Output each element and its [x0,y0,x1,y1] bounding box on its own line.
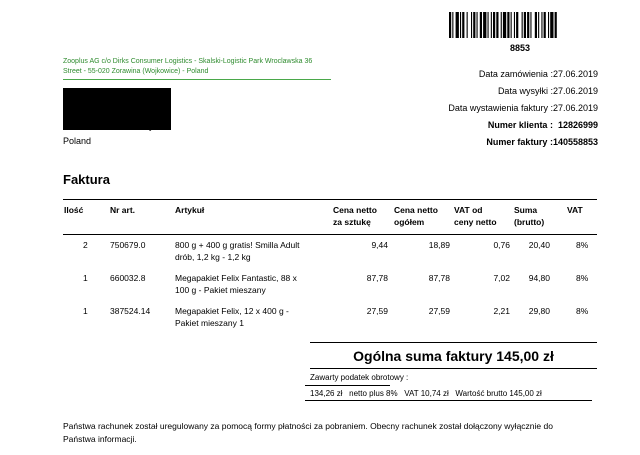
row-2-cena: 87,78 [366,273,388,283]
info-value: 27.06.2019 [552,103,598,113]
barcode-bar [460,12,461,38]
barcode-bar [477,12,478,38]
info-value: 12826999 [557,120,598,130]
sender-divider [63,79,331,80]
header-line: ogółem [394,217,425,227]
info-label: Data wysyłki : [497,86,553,96]
info-label: Data wystawienia faktury : [448,103,553,113]
info-row-order-date [298,66,598,83]
header-nr: Nr art. [110,205,136,215]
row-1-suma: 20,40 [528,240,550,250]
row-3-vatod: 2,21 [493,306,510,316]
sender-line-2: Street - 55-020 Zorawina (Wojkowice) - Poland [63,68,209,75]
row-1-vatod: 0,76 [493,240,510,250]
row-3-vat: 8% [576,306,589,316]
row-2-qty: 1 [83,273,88,283]
barcode-bar [555,12,557,38]
row-1-qty: 2 [83,240,88,250]
row-3-suma: 29,80 [528,306,550,316]
note-line: Państwa rachunek został uregulowany za pomocą formy płatności za pobraniem. Obecny rachunek został dołączony wyłącznie do [63,421,553,431]
barcode-bar [535,12,537,38]
header-line: za sztukę [333,217,371,227]
art-line: Pakiet mieszany 1 [175,318,244,328]
row-3-qty: 1 [83,306,88,316]
row-1-nr: 750679.0 [110,240,146,250]
header-line: (brutto) [514,217,545,227]
barcode-bar [522,12,523,38]
info-value: 27.06.2019 [552,86,598,96]
info-row-ship-date [298,83,598,100]
row-3-nr: 387524.14 [110,306,151,316]
barcode-graphic [449,12,591,38]
sender-address [63,57,331,77]
info-value: 27.06.2019 [552,69,598,79]
row-2-nr: 660032.8 [110,273,146,283]
header-cena-ogolem [394,204,438,228]
barcode-bar [483,12,486,38]
sender-line-1: Zooplus AG c/o Dirks Consumer Logistics - Skalski-Logistic Park Wroclawska 36 [63,58,313,65]
barcode-bar [527,12,529,38]
row-1-vat: 8% [576,240,589,250]
barcode-bar [544,12,546,38]
row-2-ogolem: 87,78 [428,273,450,283]
header-artykul: Artykuł [175,205,205,215]
header-suma [514,204,544,228]
row-1-artykul [175,239,330,263]
art-line: Megapakiet Felix, 12 x 400 g - [175,306,289,316]
art-line: 100 g - Pakiet mieszany [175,285,266,295]
barcode-bar [488,12,489,38]
barcode-bar [516,12,518,38]
invoice-heading: Faktura [63,172,110,187]
vat-summary-bottom-rule [305,400,592,401]
header-cena-netto [333,204,377,228]
invoice-total: Ogólna suma faktury 145,00 zł [353,348,554,364]
note-line: Państwa informacji. [63,434,137,444]
payment-note [63,420,598,446]
info-label: Data zamówienia : [478,69,553,79]
barcode-bar [514,12,515,38]
row-2-artykul [175,272,330,296]
header-vat-od [454,204,497,228]
recipient-city: Szczebrzeszyn [98,121,159,131]
barcode-bar [548,12,549,38]
barcode-bar [524,12,526,38]
barcode-bar [530,12,531,38]
barcode-bar [503,12,506,38]
info-value: 140558853 [552,137,598,147]
header-line: ceny netto [454,217,497,227]
art-line: drób, 1,2 kg - 1,2 kg [175,252,251,262]
barcode-bar [538,12,539,38]
vat-label-rule [305,385,390,386]
recipient-country: Poland [63,136,92,146]
barcode-bar [496,12,498,38]
row-3-artykul [175,305,330,329]
barcode-bar [501,12,502,38]
table-top-rule [63,199,597,200]
header-line: VAT od [454,205,483,215]
invoice-info [298,66,598,151]
row-2-suma: 94,80 [528,273,550,283]
barcode-bar [452,12,453,38]
barcode-bar [493,12,495,38]
row-3-ogolem: 27,59 [428,306,450,316]
header-qty: Ilość [64,205,84,215]
header-line: Cena netto [394,205,438,215]
barcode-bar [507,12,509,38]
barcode-number: 8853 [509,43,531,53]
info-row-invoice-number [298,134,598,151]
barcode-bar [550,12,553,38]
barcode-bar [471,12,472,38]
row-1-ogolem: 18,89 [428,240,450,250]
table-header-rule [63,234,597,235]
info-label: Numer klienta : [487,120,558,130]
info-row-invoice-date [298,100,598,117]
barcode-bar [541,12,542,38]
art-line: 800 g + 400 g gratis! Smilla Adult [175,240,300,250]
barcode-bar [511,12,512,38]
row-1-cena: 9,44 [371,240,388,250]
vat-summary-line: 134,26 zł netto plus 8% VAT 10,74 zł Wartość brutto 145,00 zł [310,389,542,398]
total-bottom-rule [310,368,597,369]
barcode-bar [467,12,468,38]
barcode-bar [491,12,492,38]
barcode-bar [449,12,451,38]
row-2-vat: 8% [576,273,589,283]
header-line: Cena netto [333,205,377,215]
info-label: Numer faktury : [486,137,553,147]
header-vat: VAT [567,205,583,215]
vat-summary-label: Zawarty podatek obrotowy : [310,373,409,382]
total-top-rule [310,342,597,343]
barcode-bar [462,12,464,38]
header-line: Suma [514,205,538,215]
info-row-customer-number [298,117,598,134]
row-3-cena: 27,59 [366,306,388,316]
row-2-vatod: 7,02 [493,273,510,283]
barcode-bar [456,12,459,38]
barcode-bar [480,12,482,38]
barcode-bar [473,12,475,38]
art-line: Megapakiet Felix Fantastic, 88 x [175,273,297,283]
